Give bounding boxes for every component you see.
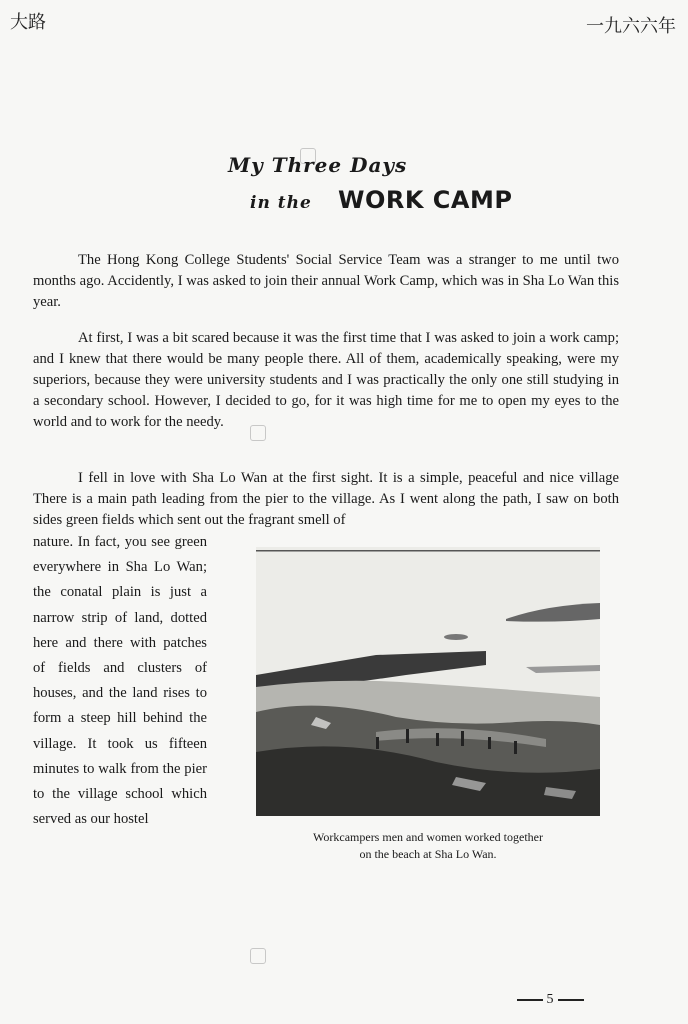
page-number-value: 5 [546,992,554,1007]
left-column-paragraph: nature. In fact, you see green everywhere in Sha Lo Wan; the conatal plain is just a narrow strip of land, dotted here and there with patches of fields and clusters of houses, and the land rises to form a steep hill behind the village. It took us fifteen minutes to walk from the pier to the village school which served as our hostel [33,534,207,828]
page-number-dash-right [558,999,584,1001]
article-title-line2-prefix: in the [250,193,312,213]
header-right-year: 一九六六年 [586,16,676,37]
body-paragraph: I fell in love with Sha Lo Wan at the first sight. It is a simple, peaceful and nice village There is a main path leading from the pier to the village. As I went along the path, I saw on both sides green fields which sent out the fragrant smell of [33,470,619,528]
beach-photo [256,547,600,816]
photo-caption-line1: Workcampers men and women worked together [313,830,543,844]
page-number [505,992,595,1008]
photo-caption-line2: on the beach at Sha Lo Wan. [359,847,497,861]
article-title-line2-main: WORK CAMP [338,186,513,214]
body-paragraph: The Hong Kong College Students' Social Service Team was a stranger to me until two months ago. Accidently, I was asked to join their annual Work Camp, which was in Sha Lo Wan this year. [33,252,619,310]
library-watermark-stamp [250,948,270,964]
body-paragraph: At first, I was a bit scared because it was the first time that I was asked to join a work camp; and I knew that there would be many people there. All of them, academically speaking, were my superiors, because they were university students and I was practically the only one still studying in a secondary school. However, I decided to go, for it was high time for me to open my eyes to the world and to work for the needy. [33,330,619,430]
page-number-dash-left [517,999,543,1001]
photo-caption [256,829,600,863]
header-left-chinese-title: 大路 [10,12,46,33]
article-title-line1: My Three Days [228,153,408,177]
